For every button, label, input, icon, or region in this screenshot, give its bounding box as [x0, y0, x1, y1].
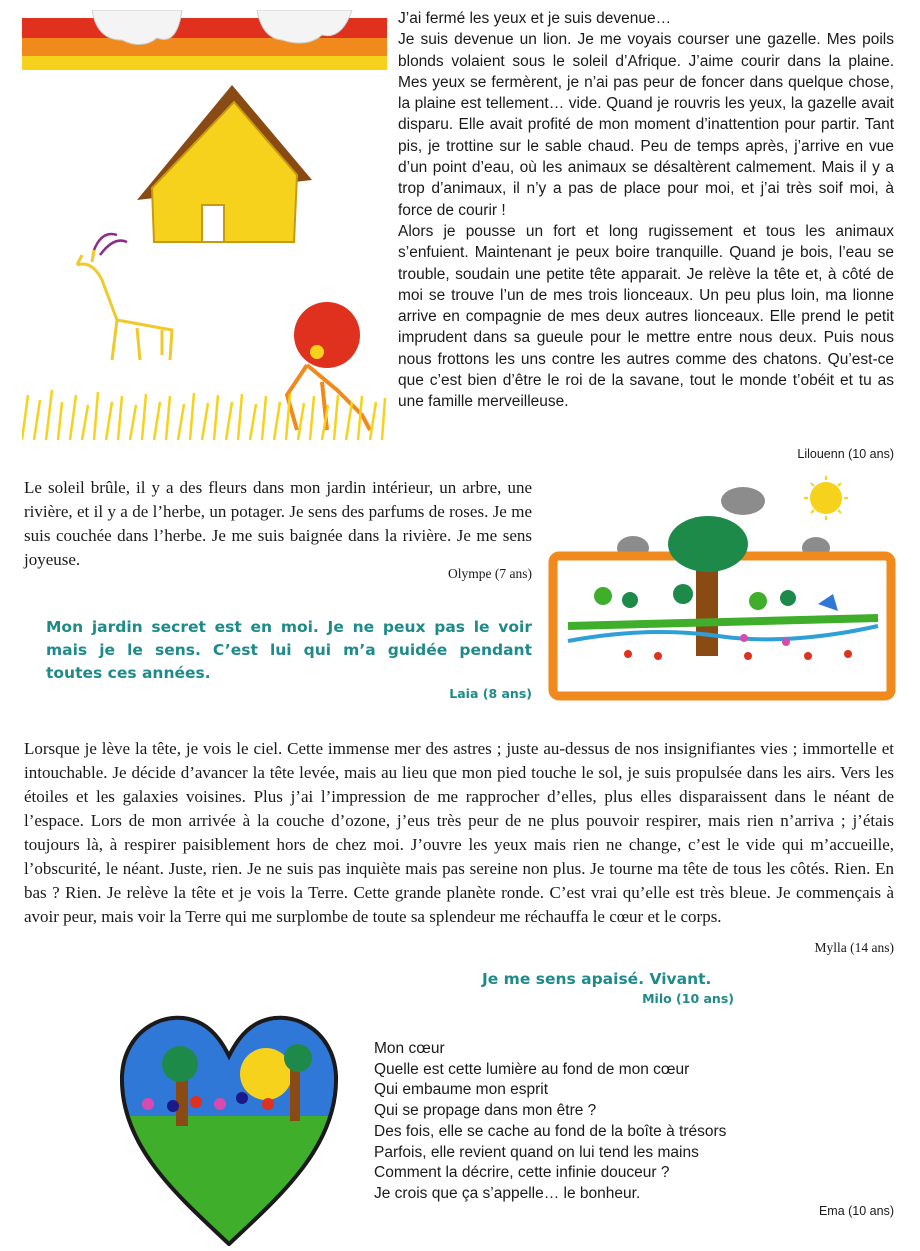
secret-garden-quote: Mon jardin secret est en moi. Je ne peux pas le voir mais je le sens. C’est lui qui m’a guidée pendant toutes ces années.: [46, 618, 532, 682]
poem-line: Qui se propage dans mon être ?: [374, 1102, 597, 1120]
poem-line: Comment la décrire, cette infinie douceur ?: [374, 1164, 670, 1182]
poem-line: Parfois, elle revient quand on lui tend les mains: [374, 1143, 699, 1161]
poem-heart: [374, 1039, 794, 1205]
calm-quote: Je me sens apaisé. Vivant.: [482, 970, 712, 988]
heart-drawing: [118, 1006, 340, 1246]
author-olympe: Olympe (7 ans): [448, 566, 532, 581]
story-garden-text: Le soleil brûle, il y a des fleurs dans mon jardin intérieur, un arbre, une rivière, et il y a de l’herbe, un potager. Je sens des parfums de roses. Je me suis couchée dans l’herbe. Je me suis baignée dans la rivière. Je me sens joyeuse.: [24, 478, 532, 569]
lion-drawing: [22, 10, 387, 445]
poem-line: Quelle est cette lumière au fond de mon cœur: [374, 1060, 690, 1078]
author-milo: Milo (10 ans): [642, 991, 734, 1006]
poem-line: Mon cœur: [374, 1040, 445, 1057]
story-lion-text: J’ai fermé les yeux et je suis devenue… Je suis devenue un lion. Je me voyais courser une gazelle. Mes poils blonds volaient sous le soleil d’Afrique. J’aime courir dans la plaine. Mes yeux se fermèrent, je n’ai pas peur de foncer dans quelque chose, la plaine est tellement… vide. Quand je rouvris les yeux, la gazelle avait disparu. Elle avait profité de mon moment d’inattention pour partir. Tant pis, je trottine sur le sable chaud. Peu de temps après, j’arrive en vue d’un point d’eau, où les animaux se désaltèrent calmement. Mais il y a trop d’animaux, il n’y a pas de place pour moi, et j’ai très soif moi, à force de courir ! Alors je pousse un fort et long rugissement et tous les animaux s’enfuient. Maintenant je peux boire tranquille. Quand je bois, l’eau se trouble, soudain une petite tête apparait. Je relève la tête et, à côté de moi se trouve l’un de mes trois lionceaux. Un peu plus loin, ma lionne arrive en compagnie de mes deux autres lionceaux. Elle prend le petit imprudent dans sa gueule pour le mettre entre nous deux. Puis nous nous frottons les uns contre les autres comme des chatons. Qu’est-ce que c’est bien d’être le roi de la savane, tout le monde t’obéit et tu as une famille merveilleuse.: [398, 10, 894, 411]
author-laia: Laia (8 ans): [449, 686, 532, 701]
poem-line: Des fois, elle se cache au fond de la boîte à trésors: [374, 1122, 727, 1140]
poem-line: Qui embaume mon esprit: [374, 1081, 549, 1099]
author-mylla: Mylla (14 ans): [814, 940, 894, 955]
author-ema: Ema (10 ans): [818, 1204, 894, 1218]
author-lilouenn: Lilouenn (10 ans): [797, 447, 894, 461]
garden-drawing: [548, 476, 896, 710]
poem-line: Je crois que ça s’appelle… le bonheur.: [374, 1184, 641, 1202]
story-sky-text: Lorsque je lève la tête, je vois le ciel. Cette immense mer des astres ; juste au-dessus de nos insignifiantes vies ; immortelle et intouchable. Je décide d’avancer la tête levée, mais au lieu que mon pied touche le sol, je suis propulsée dans les airs. Vers les étoiles et les galaxies voisines. Plus j’ai l’impression de me rapprocher d’elles, plus elles disparaissent dans le néant de l’espace. Lors de mon arrivée à la couche d’ozone, j’eus très peur de ne plus pouvoir respirer, mais rien n’arriva ; j’étais toujours là, à respirer paisiblement hors de chez moi. J’ouvre les yeux mais rien ne change, c’est le vide qui m’accueille, l’obscurité, le néant. Juste, rien. Je ne suis pas inquiète mais pas sereine non plus. Je tourne ma tête de tous les côtés. Rien. En bas ? Rien. Je relève la tête et je vois la Terre. Cette grande planète ronde. C’est vrai qu’elle est très bleue. Je commençais à avoir peur, mais voir la Terre qui me surplombe de toute sa splendeur me réchauffa le cœur et le corps.: [24, 739, 894, 926]
